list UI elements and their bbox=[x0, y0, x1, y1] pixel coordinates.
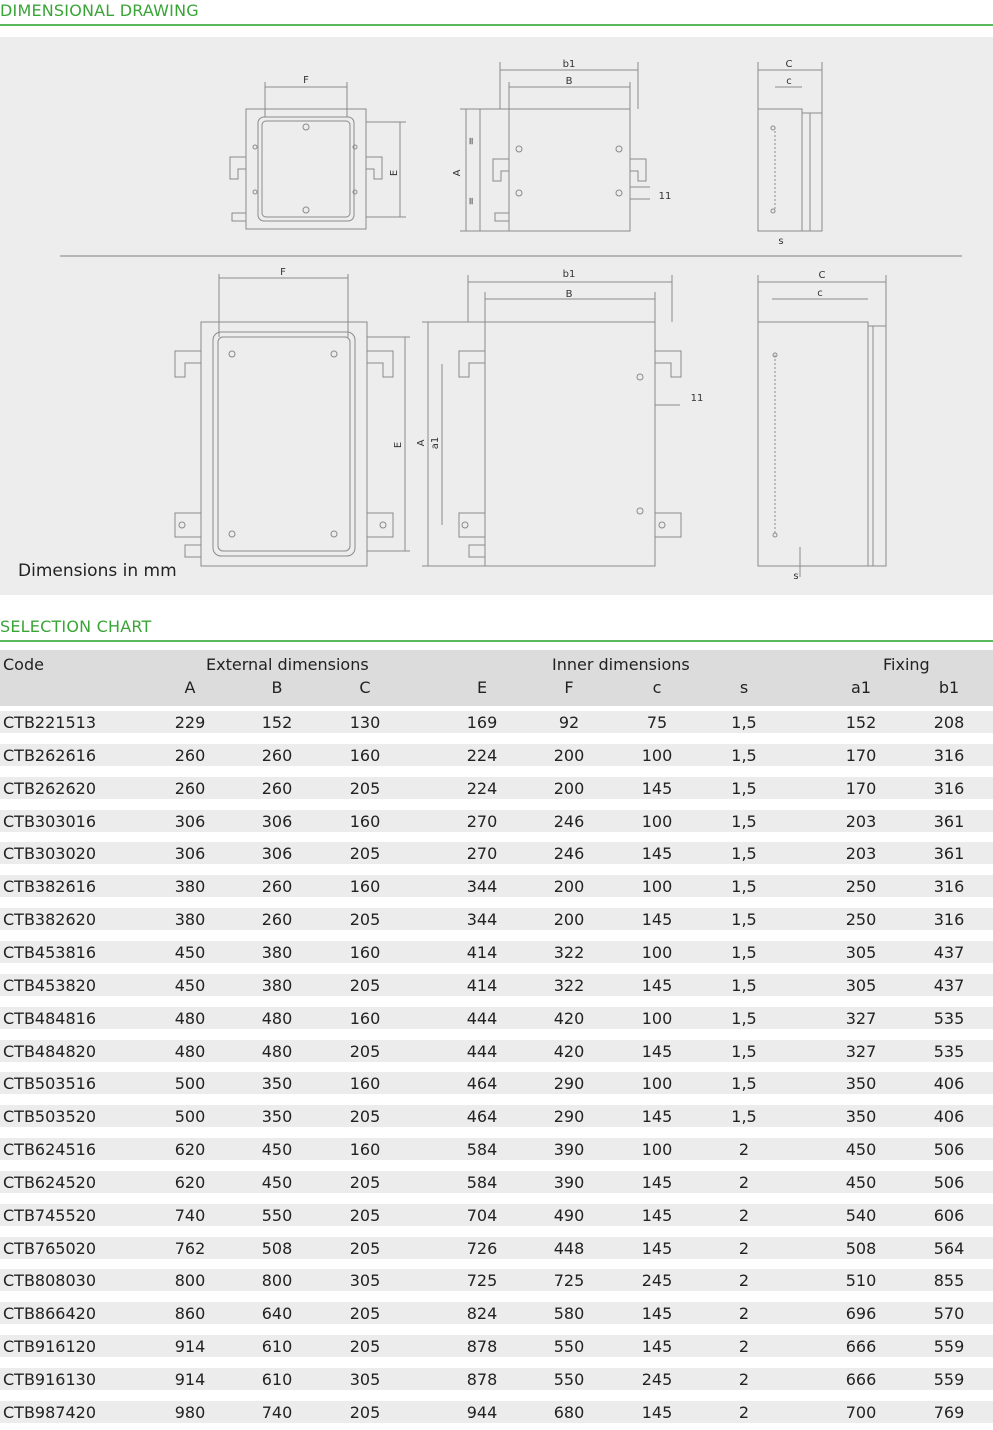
cell-A: 762 bbox=[174, 1238, 206, 1258]
cell-a1: 510 bbox=[845, 1271, 877, 1291]
cell-b1: 506 bbox=[933, 1140, 965, 1160]
cell-A: 260 bbox=[174, 778, 206, 798]
table-row bbox=[0, 1072, 993, 1094]
cell-code: CTB503516 bbox=[3, 1074, 96, 1094]
cell-code: CTB303020 bbox=[3, 844, 96, 864]
cell-B: 350 bbox=[261, 1107, 293, 1127]
cell-s: 1,5 bbox=[731, 713, 757, 732]
cell-F: 448 bbox=[553, 1238, 585, 1258]
cell-c: 100 bbox=[641, 1140, 673, 1160]
cell-c: 100 bbox=[641, 1008, 673, 1028]
cell-c: 145 bbox=[641, 778, 673, 798]
cell-code: CTB808030 bbox=[3, 1271, 96, 1291]
cell-c: 145 bbox=[641, 844, 673, 864]
cell-b1: 406 bbox=[933, 1074, 965, 1094]
cell-b1: 437 bbox=[933, 975, 965, 995]
column-header-E: E bbox=[476, 678, 488, 697]
cell-b1: 559 bbox=[933, 1370, 965, 1389]
cell-b1: 316 bbox=[933, 910, 965, 930]
cell-F: 246 bbox=[553, 844, 585, 864]
cell-F: 290 bbox=[553, 1107, 585, 1127]
label-E-bottom: E bbox=[393, 441, 404, 449]
label-E-top: E bbox=[389, 169, 400, 177]
small-profile-view bbox=[758, 62, 822, 231]
cell-B: 380 bbox=[261, 975, 293, 995]
label-s-bottom: s bbox=[793, 571, 799, 582]
cell-E: 704 bbox=[466, 1205, 498, 1225]
drawing-section-title: DIMENSIONAL DRAWING bbox=[0, 1, 199, 20]
table-row bbox=[0, 1335, 993, 1357]
cell-c: 245 bbox=[641, 1271, 673, 1291]
cell-c: 145 bbox=[641, 1041, 673, 1061]
cell-c: 100 bbox=[641, 811, 673, 831]
table-row bbox=[0, 1040, 993, 1062]
cell-code: CTB262616 bbox=[3, 745, 96, 765]
cell-b1: 570 bbox=[933, 1304, 965, 1324]
cell-s: 2 bbox=[738, 1205, 750, 1225]
cell-B: 350 bbox=[261, 1074, 293, 1094]
small-side-view bbox=[460, 62, 650, 231]
cell-a1: 170 bbox=[845, 745, 877, 765]
cell-s: 1,5 bbox=[731, 975, 757, 995]
chart-section-rule bbox=[0, 640, 993, 642]
table-row bbox=[0, 875, 993, 897]
cell-F: 420 bbox=[553, 1041, 585, 1061]
cell-b1: 316 bbox=[933, 745, 965, 765]
cell-c: 100 bbox=[641, 942, 673, 962]
cell-code: CTB503520 bbox=[3, 1107, 96, 1127]
cell-C: 205 bbox=[349, 1172, 381, 1192]
cell-F: 200 bbox=[553, 910, 585, 930]
label-F-bottom: F bbox=[280, 267, 286, 278]
cell-B: 508 bbox=[261, 1238, 293, 1258]
cell-C: 305 bbox=[349, 1271, 381, 1291]
cell-code: CTB382620 bbox=[3, 910, 96, 930]
dimensions-note: Dimensions in mm bbox=[18, 561, 177, 581]
cell-code: CTB453820 bbox=[3, 975, 96, 995]
cell-s: 1,5 bbox=[731, 1074, 757, 1094]
cell-b1: 506 bbox=[933, 1172, 965, 1192]
cell-s: 1,5 bbox=[731, 745, 757, 765]
label-a1-bottom: a1 bbox=[430, 436, 441, 450]
cell-B: 260 bbox=[261, 778, 293, 798]
cell-C: 160 bbox=[349, 1074, 381, 1094]
cell-B: 610 bbox=[261, 1370, 293, 1389]
label-A-top: A bbox=[452, 169, 463, 177]
cell-c: 75 bbox=[646, 713, 668, 732]
cell-s: 1,5 bbox=[731, 1041, 757, 1061]
cell-b1: 855 bbox=[933, 1271, 965, 1291]
cell-code: CTB745520 bbox=[3, 1205, 96, 1225]
cell-E: 414 bbox=[466, 975, 498, 995]
cell-B: 800 bbox=[261, 1271, 293, 1291]
column-header-C: C bbox=[359, 678, 371, 697]
cell-code: CTB916130 bbox=[3, 1370, 96, 1389]
cell-a1: 350 bbox=[845, 1074, 877, 1094]
cell-b1: 437 bbox=[933, 942, 965, 962]
cell-C: 160 bbox=[349, 877, 381, 897]
cell-B: 380 bbox=[261, 942, 293, 962]
technical-drawing-svg bbox=[0, 37, 993, 595]
table-row bbox=[0, 1269, 993, 1291]
large-side-view bbox=[422, 275, 681, 566]
header-code: Code bbox=[3, 655, 44, 674]
cell-s: 1,5 bbox=[731, 942, 757, 962]
cell-code: CTB262620 bbox=[3, 778, 96, 798]
cell-s: 1,5 bbox=[731, 844, 757, 864]
cell-b1: 316 bbox=[933, 877, 965, 897]
cell-B: 480 bbox=[261, 1041, 293, 1061]
cell-F: 290 bbox=[553, 1074, 585, 1094]
cell-C: 205 bbox=[349, 975, 381, 995]
cell-E: 464 bbox=[466, 1107, 498, 1127]
cell-E: 414 bbox=[466, 942, 498, 962]
cell-c: 145 bbox=[641, 1304, 673, 1324]
cell-c: 145 bbox=[641, 1205, 673, 1225]
cell-F: 246 bbox=[553, 811, 585, 831]
table-row bbox=[0, 744, 993, 766]
cell-A: 380 bbox=[174, 910, 206, 930]
cell-A: 620 bbox=[174, 1140, 206, 1160]
label-c-bottom: c bbox=[817, 288, 823, 299]
label-C-top: C bbox=[785, 59, 793, 70]
table-header bbox=[0, 650, 993, 706]
drawing-separator bbox=[60, 255, 962, 257]
drawing-section-rule bbox=[0, 24, 993, 26]
cell-b1: 406 bbox=[933, 1107, 965, 1127]
cell-A: 740 bbox=[174, 1205, 206, 1225]
cell-C: 160 bbox=[349, 942, 381, 962]
table-row bbox=[0, 1237, 993, 1259]
cell-b1: 606 bbox=[933, 1205, 965, 1225]
cell-E: 169 bbox=[466, 713, 498, 732]
cell-s: 2 bbox=[738, 1172, 750, 1192]
table-row bbox=[0, 1007, 993, 1029]
cell-a1: 700 bbox=[845, 1402, 877, 1422]
cell-B: 260 bbox=[261, 745, 293, 765]
dimensional-drawing bbox=[0, 37, 993, 595]
cell-B: 306 bbox=[261, 811, 293, 831]
cell-F: 420 bbox=[553, 1008, 585, 1028]
cell-code: CTB866420 bbox=[3, 1304, 96, 1324]
cell-C: 160 bbox=[349, 1140, 381, 1160]
cell-s: 1,5 bbox=[731, 910, 757, 930]
cell-b1: 769 bbox=[933, 1402, 965, 1422]
header-fixing: Fixing bbox=[883, 655, 930, 674]
cell-A: 980 bbox=[174, 1402, 206, 1422]
cell-F: 390 bbox=[553, 1140, 585, 1160]
cell-C: 205 bbox=[349, 1107, 381, 1127]
cell-F: 322 bbox=[553, 975, 585, 995]
cell-C: 205 bbox=[349, 1304, 381, 1324]
cell-C: 205 bbox=[349, 1337, 381, 1357]
table-row bbox=[0, 1171, 993, 1193]
table-row bbox=[0, 711, 993, 733]
table-row bbox=[0, 974, 993, 996]
cell-s: 1,5 bbox=[731, 1107, 757, 1127]
cell-a1: 540 bbox=[845, 1205, 877, 1225]
label-eq1-top: = bbox=[466, 136, 477, 146]
cell-F: 550 bbox=[553, 1337, 585, 1357]
cell-C: 160 bbox=[349, 745, 381, 765]
cell-s: 2 bbox=[738, 1271, 750, 1291]
cell-E: 270 bbox=[466, 811, 498, 831]
cell-A: 620 bbox=[174, 1172, 206, 1192]
cell-a1: 250 bbox=[845, 910, 877, 930]
table-row bbox=[0, 1105, 993, 1127]
label-11-top: 11 bbox=[658, 191, 672, 202]
cell-B: 480 bbox=[261, 1008, 293, 1028]
cell-B: 260 bbox=[261, 910, 293, 930]
cell-C: 205 bbox=[349, 1238, 381, 1258]
cell-A: 500 bbox=[174, 1107, 206, 1127]
cell-b1: 208 bbox=[933, 713, 965, 732]
cell-c: 100 bbox=[641, 1074, 673, 1094]
cell-a1: 203 bbox=[845, 844, 877, 864]
cell-a1: 696 bbox=[845, 1304, 877, 1324]
cell-E: 726 bbox=[466, 1238, 498, 1258]
label-C-bottom: C bbox=[818, 270, 826, 281]
cell-E: 224 bbox=[466, 745, 498, 765]
cell-A: 860 bbox=[174, 1304, 206, 1324]
label-B-bottom: B bbox=[565, 289, 573, 300]
cell-E: 444 bbox=[466, 1041, 498, 1061]
cell-code: CTB221513 bbox=[3, 713, 96, 732]
label-c-top: c bbox=[786, 76, 792, 87]
large-front-view bbox=[175, 274, 410, 566]
table-row bbox=[0, 810, 993, 832]
table-row bbox=[0, 908, 993, 930]
cell-A: 480 bbox=[174, 1041, 206, 1061]
label-b1-top: b1 bbox=[562, 59, 576, 70]
column-header-s: s bbox=[739, 678, 749, 697]
table-row bbox=[0, 1204, 993, 1226]
cell-A: 306 bbox=[174, 811, 206, 831]
cell-s: 1,5 bbox=[731, 811, 757, 831]
cell-s: 1,5 bbox=[731, 877, 757, 897]
cell-s: 1,5 bbox=[731, 778, 757, 798]
cell-A: 380 bbox=[174, 877, 206, 897]
cell-F: 200 bbox=[553, 877, 585, 897]
cell-F: 92 bbox=[558, 713, 580, 732]
cell-a1: 666 bbox=[845, 1337, 877, 1357]
cell-c: 145 bbox=[641, 1172, 673, 1192]
cell-code: CTB303016 bbox=[3, 811, 96, 831]
cell-c: 100 bbox=[641, 877, 673, 897]
cell-E: 270 bbox=[466, 844, 498, 864]
cell-a1: 170 bbox=[845, 778, 877, 798]
column-header-F: F bbox=[564, 678, 574, 697]
cell-E: 944 bbox=[466, 1402, 498, 1422]
cell-a1: 327 bbox=[845, 1008, 877, 1028]
cell-c: 145 bbox=[641, 1238, 673, 1258]
cell-B: 450 bbox=[261, 1140, 293, 1160]
cell-B: 306 bbox=[261, 844, 293, 864]
cell-B: 152 bbox=[261, 713, 293, 732]
cell-A: 914 bbox=[174, 1370, 206, 1389]
cell-code: CTB382616 bbox=[3, 877, 96, 897]
cell-b1: 316 bbox=[933, 778, 965, 798]
cell-c: 145 bbox=[641, 1402, 673, 1422]
cell-C: 205 bbox=[349, 1205, 381, 1225]
cell-C: 305 bbox=[349, 1370, 381, 1389]
cell-a1: 305 bbox=[845, 942, 877, 962]
cell-E: 878 bbox=[466, 1370, 498, 1389]
cell-E: 224 bbox=[466, 778, 498, 798]
cell-code: CTB484816 bbox=[3, 1008, 96, 1028]
cell-F: 680 bbox=[553, 1402, 585, 1422]
label-eq2-top: = bbox=[466, 196, 477, 206]
cell-E: 725 bbox=[466, 1271, 498, 1291]
table-row bbox=[0, 842, 993, 864]
cell-F: 725 bbox=[553, 1271, 585, 1291]
cell-E: 464 bbox=[466, 1074, 498, 1094]
cell-C: 205 bbox=[349, 1041, 381, 1061]
cell-a1: 666 bbox=[845, 1370, 877, 1389]
column-header-b1: b1 bbox=[938, 678, 960, 697]
cell-B: 260 bbox=[261, 877, 293, 897]
cell-code: CTB453816 bbox=[3, 942, 96, 962]
cell-a1: 203 bbox=[845, 811, 877, 831]
cell-C: 160 bbox=[349, 811, 381, 831]
chart-section-title: SELECTION CHART bbox=[0, 617, 152, 636]
cell-C: 160 bbox=[349, 1008, 381, 1028]
label-A-bottom: A bbox=[416, 439, 427, 447]
cell-A: 260 bbox=[174, 745, 206, 765]
cell-s: 2 bbox=[738, 1402, 750, 1422]
cell-A: 450 bbox=[174, 942, 206, 962]
cell-code: CTB765020 bbox=[3, 1238, 96, 1258]
cell-code: CTB624520 bbox=[3, 1172, 96, 1192]
table-row bbox=[0, 1368, 993, 1390]
cell-s: 2 bbox=[738, 1370, 750, 1389]
cell-B: 450 bbox=[261, 1172, 293, 1192]
header-external: External dimensions bbox=[206, 655, 369, 674]
label-11-bottom: 11 bbox=[690, 393, 704, 404]
cell-b1: 535 bbox=[933, 1041, 965, 1061]
large-profile-view bbox=[758, 275, 886, 577]
cell-b1: 535 bbox=[933, 1008, 965, 1028]
cell-A: 800 bbox=[174, 1271, 206, 1291]
cell-F: 550 bbox=[553, 1370, 585, 1389]
cell-F: 200 bbox=[553, 778, 585, 798]
column-header-c: c bbox=[652, 678, 662, 697]
cell-code: CTB484820 bbox=[3, 1041, 96, 1061]
cell-A: 229 bbox=[174, 713, 206, 732]
label-s-top: s bbox=[778, 236, 784, 247]
cell-s: 2 bbox=[738, 1238, 750, 1258]
table-row bbox=[0, 941, 993, 963]
cell-F: 200 bbox=[553, 745, 585, 765]
label-B-top: B bbox=[565, 76, 573, 87]
cell-B: 610 bbox=[261, 1337, 293, 1357]
table-row bbox=[0, 1401, 993, 1423]
cell-F: 322 bbox=[553, 942, 585, 962]
cell-a1: 450 bbox=[845, 1172, 877, 1192]
cell-c: 100 bbox=[641, 745, 673, 765]
cell-B: 550 bbox=[261, 1205, 293, 1225]
label-F-top: F bbox=[303, 75, 309, 86]
cell-b1: 559 bbox=[933, 1337, 965, 1357]
cell-code: CTB624516 bbox=[3, 1140, 96, 1160]
cell-B: 740 bbox=[261, 1402, 293, 1422]
cell-E: 584 bbox=[466, 1140, 498, 1160]
cell-a1: 305 bbox=[845, 975, 877, 995]
cell-c: 145 bbox=[641, 975, 673, 995]
cell-s: 1,5 bbox=[731, 1008, 757, 1028]
cell-c: 145 bbox=[641, 1337, 673, 1357]
cell-C: 130 bbox=[349, 713, 381, 732]
cell-c: 145 bbox=[641, 910, 673, 930]
cell-C: 205 bbox=[349, 1402, 381, 1422]
cell-E: 344 bbox=[466, 877, 498, 897]
cell-E: 824 bbox=[466, 1304, 498, 1324]
cell-s: 2 bbox=[738, 1140, 750, 1160]
cell-s: 2 bbox=[738, 1337, 750, 1357]
cell-C: 205 bbox=[349, 778, 381, 798]
cell-c: 145 bbox=[641, 1107, 673, 1127]
cell-a1: 250 bbox=[845, 877, 877, 897]
cell-E: 444 bbox=[466, 1008, 498, 1028]
table-row bbox=[0, 777, 993, 799]
column-header-B: B bbox=[271, 678, 283, 697]
cell-b1: 564 bbox=[933, 1238, 965, 1258]
cell-a1: 450 bbox=[845, 1140, 877, 1160]
cell-a1: 327 bbox=[845, 1041, 877, 1061]
cell-a1: 350 bbox=[845, 1107, 877, 1127]
cell-C: 205 bbox=[349, 844, 381, 864]
table-row bbox=[0, 1302, 993, 1324]
table-row bbox=[0, 1138, 993, 1160]
cell-c: 245 bbox=[641, 1370, 673, 1389]
label-b1-bottom: b1 bbox=[562, 269, 576, 280]
cell-E: 584 bbox=[466, 1172, 498, 1192]
cell-B: 640 bbox=[261, 1304, 293, 1324]
cell-A: 500 bbox=[174, 1074, 206, 1094]
cell-F: 580 bbox=[553, 1304, 585, 1324]
cell-b1: 361 bbox=[933, 844, 965, 864]
cell-F: 490 bbox=[553, 1205, 585, 1225]
cell-F: 390 bbox=[553, 1172, 585, 1192]
cell-s: 2 bbox=[738, 1304, 750, 1324]
cell-a1: 152 bbox=[845, 713, 877, 732]
cell-A: 306 bbox=[174, 844, 206, 864]
cell-A: 480 bbox=[174, 1008, 206, 1028]
column-header-A: A bbox=[184, 678, 196, 697]
cell-E: 878 bbox=[466, 1337, 498, 1357]
small-front-view bbox=[230, 82, 406, 229]
cell-b1: 361 bbox=[933, 811, 965, 831]
cell-code: CTB916120 bbox=[3, 1337, 96, 1357]
cell-E: 344 bbox=[466, 910, 498, 930]
column-header-a1: a1 bbox=[851, 678, 871, 697]
cell-code: CTB987420 bbox=[3, 1402, 96, 1422]
cell-A: 914 bbox=[174, 1337, 206, 1357]
cell-a1: 508 bbox=[845, 1238, 877, 1258]
cell-A: 450 bbox=[174, 975, 206, 995]
cell-C: 205 bbox=[349, 910, 381, 930]
header-inner: Inner dimensions bbox=[552, 655, 690, 674]
